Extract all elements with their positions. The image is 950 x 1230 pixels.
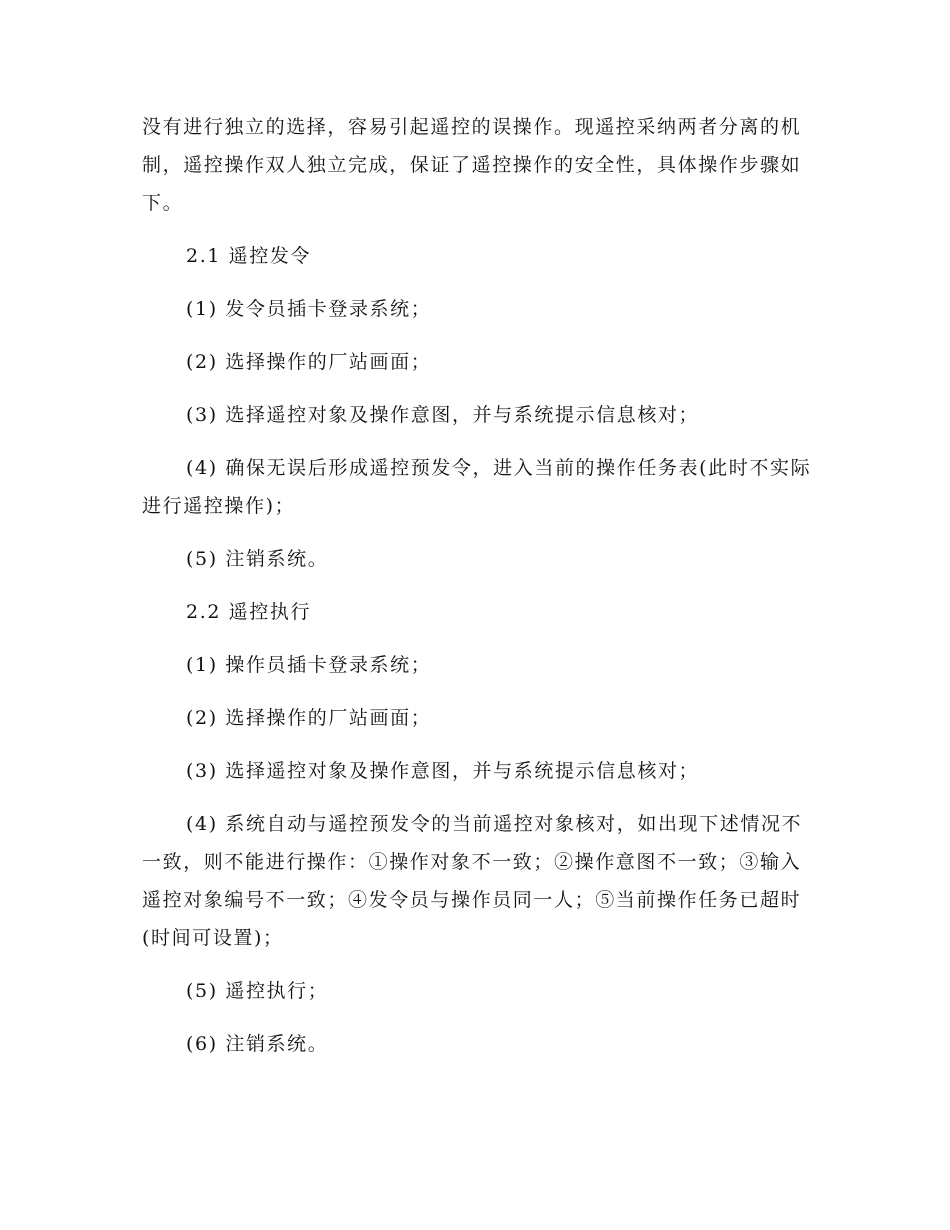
document-body	[142, 108, 812, 1063]
step-2-2-6: (6) 注销系统。	[186, 1033, 329, 1055]
step-2-2-3: (3) 选择遥控对象及操作意图，并与系统提示信息核对；	[186, 760, 700, 782]
step-2-2-1: (1) 操作员插卡登录系统；	[186, 654, 432, 676]
step-2-1-5: (5) 注销系统。	[186, 548, 329, 570]
step-2-1-2: (2) 选择操作的厂站画面；	[186, 351, 432, 373]
step-2-1-4: (4) 确保无误后形成遥控预发令，进入当前的操作任务表(此时不实际进行遥控操作)；	[142, 457, 812, 517]
step-2-2-2: (2) 选择操作的厂站画面；	[186, 707, 432, 729]
section-heading-2-1: 2.1 遥控发令	[186, 245, 312, 267]
section-heading-2-2: 2.2 遥控执行	[186, 601, 312, 623]
step-2-2-5: (5) 遥控执行；	[186, 980, 329, 1002]
step-2-1-1: (1) 发令员插卡登录系统；	[186, 298, 432, 320]
step-2-2-4: (4) 系统自动与遥控预发令的当前遥控对象核对，如出现下述情况不一致，则不能进行操作：①操作对象不一致；②操作意图不一致；③输入遥控对象编号不一致；④发令员与操作员同一人；⑤当前操作任务已超时(时间可设置)；	[142, 813, 803, 949]
step-2-1-3: (3) 选择遥控对象及操作意图，并与系统提示信息核对；	[186, 404, 700, 426]
intro-paragraph: 没有进行独立的选择，容易引起遥控的误操作。现遥控采纳两者分离的机制，遥控操作双人独立完成，保证了遥控操作的安全性，具体操作步骤如下。	[142, 116, 802, 214]
